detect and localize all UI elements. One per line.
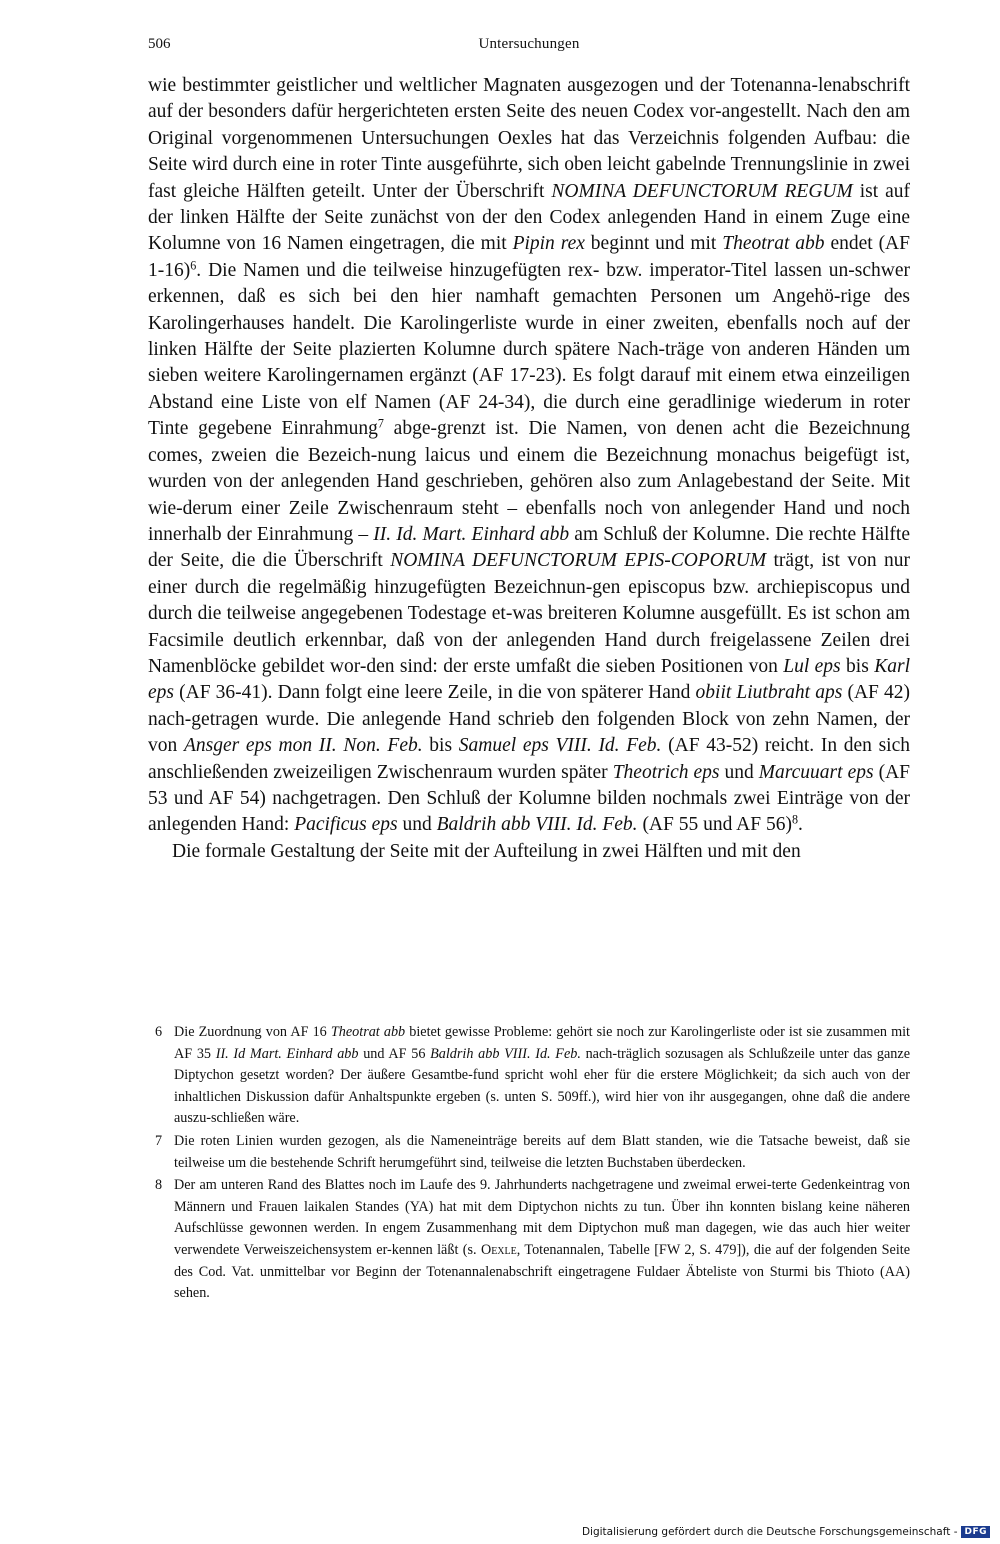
page-header	[148, 36, 910, 60]
footnote-6	[148, 1022, 910, 1130]
footnote-text: Der am unteren Rand des Blattes noch im Laufe des 9. Jahrhunderts nachgetragene und zweimal erwei-terte Gedenkeintrag von Männern und Frauen laikalen Standes (YA) hat mit dem Diptychon nichts zu tun. Über ihn konnten bislang keine näheren Aufschlüsse gewonnen werden. In engem Zusammenhang mit dem Diptychon muß man dagegen, wie das auch hier weiter verwendete Verweiszeichensystem er-kennen läßt (s. Oexle, Totenannalen, Tabelle [FW 2, S. 479]), die auf der folgenden Seite des Cod. Vat. unmittelbar vor Beginn der Totenannalenabschrift eingetragene Fuldaer Äbteliste von Sturmi bis Thioto (AA) sehen.	[174, 1177, 910, 1302]
footnote-number: 7	[155, 1132, 163, 1149]
footnotes	[148, 1022, 910, 1306]
dfg-logo: DFG	[961, 1526, 990, 1538]
footnote-text: Die Zuordnung von AF 16 Theotrat abb bietet gewisse Probleme: gehört sie noch zur Karolingerliste oder ist sie zusammen mit AF 35 II. Id Mart. Einhard abb und AF 56 Baldrih abb VIII. Id. Feb. nach-träglich sozusagen als Schlußzeile unter das ganze Diptychon gesetzt worden? Der äußere Gesamtbe-fund spricht wohl eher für die erstere Möglichkeit; da sich auch von der inhaltlichen Diskussion dafür Anhaltspunkte ergeben (s. unten S. 509ff.), wird hier von ihr ausgegangen, ohne daß die andere auszu-schließen wäre.	[174, 1024, 910, 1127]
running-head: Untersuchungen	[478, 36, 580, 52]
footnote-number: 6	[155, 1024, 163, 1040]
digitization-credit	[582, 1526, 990, 1538]
footnote-text: Die roten Linien wurden gezogen, als die Nameneinträge bereits auf dem Blatt standen, wie die Tatsache beweist, daß sie teilweise um die bestehende Schrift herumgeführt sind, teilweise die letzten Buchstaben überdecken.	[174, 1132, 910, 1171]
body-text	[148, 73, 910, 865]
page-number: 506	[148, 36, 171, 52]
footnote-8	[148, 1175, 910, 1305]
credit-text: Digitalisierung gefördert durch die Deutsche Forschungsgemeinschaft -	[581, 1526, 958, 1538]
footnote-7	[148, 1131, 910, 1174]
footnote-number: 8	[155, 1177, 163, 1194]
body-paragraph: Die formale Gestaltung der Seite mit der Aufteilung in zwei Hälften und mit den	[172, 840, 801, 862]
body-paragraph: wie bestimmter geistlicher und weltlicher Magnaten ausgezogen und der Totenanna-lenabschrift auf der besonders dafür hergerichteten ersten Seite des neuen Codex vor-angestellt. Nach den am Original vorgenommenen Untersuchungen Oexles hat das Verzeichnis folgenden Aufbau: die Seite wird durch eine in roter Tinte ausgeführte, sich oben leicht gabelnde Trennungslinie in zwei fast gleiche Hälften geteilt. Unter der Überschrift NOMINA DEFUNCTORUM REGUM ist auf der linken Hälfte der Seite zunächst von der den Codex anlegenden Hand in einem Zuge eine Kolumne von 16 Namen eingetragen, die mit Pipin rex beginnt und mit Theotrat abb endet (AF 1-16)$^6$. Die Namen und die teilweise hinzugefügten rex- bzw. imperator-Titel lassen un-schwer erkennen, daß es sich bei den hier namhaft gemachten Personen um Angehö-rige des Karolingerhauses handelt. Die Karolingerliste wurde in einer zweiten, ebenfalls noch auf der linken Hälfte der Seite plazierten Kolumne durch spätere Nach-träge von anderen Händen um sieben weitere Karolingernamen ergänzt (AF 17-23). Es folgt darauf mit einem etwa einzeiligen Abstand eine Liste von elf Namen (AF 24-34), die durch eine geradlinige wiederum in roter Tinte gegebene Einrahmung$^7$ abge-grenzt ist. Die Namen, von denen acht die Bezeichnung comes, zweien die Bezeich-nung laicus und einem die Bezeichnung monachus beigefügt ist, wurden von der anlegenden Hand geschrieben, gehören also zum Anlagebestand der Seite. Mit wie-derum einer Zeile Zwischenraum steht – ebenfalls noch von anlegender Hand und noch innerhalb der Einrahmung – II. Id. Mart. Einhard abb am Schluß der Kolumne. Die rechte Hälfte der Seite, die die Überschrift NOMINA DEFUNCTORUM EPIS-COPORUM trägt, ist von nur einer durch die regelmäßig hinzugefügten Bezeichnun-gen episcopus bzw. archiepiscopus und durch die teilweise angegebenen Todestage et-was breiteren Kolumne ausgefüllt. Es ist schon am Facsimile deutlich erkennbar, daß von der anlegenden Hand durch freigelassene Zeilen drei Namenblöcke gebildet wor-den sind: der erste umfaßt die sieben Positionen von Lul eps bis Karl eps (AF 36-41). Dann folgt eine leere Zeile, in die von späterer Hand obiit Liutbraht aps (AF 42) nach-getragen wurde. Die anlegende Hand schrieb den folgenden Block von zehn Namen, der von Ansger eps mon II. Non. Feb. bis Samuel eps VIII. Id. Feb. (AF 43-52) reicht. In den sich anschließenden zweizeiligen Zwischenraum wurden später Theotrich eps und Marcuuart eps (AF 53 und AF 54) nachgetragen. Den Schluß der Kolumne bilden nochmals zwei Einträge von der anlegenden Hand: Pacificus eps und Baldrih abb VIII. Id. Feb. (AF 55 und AF 56)$^8$.	[148, 75, 911, 836]
